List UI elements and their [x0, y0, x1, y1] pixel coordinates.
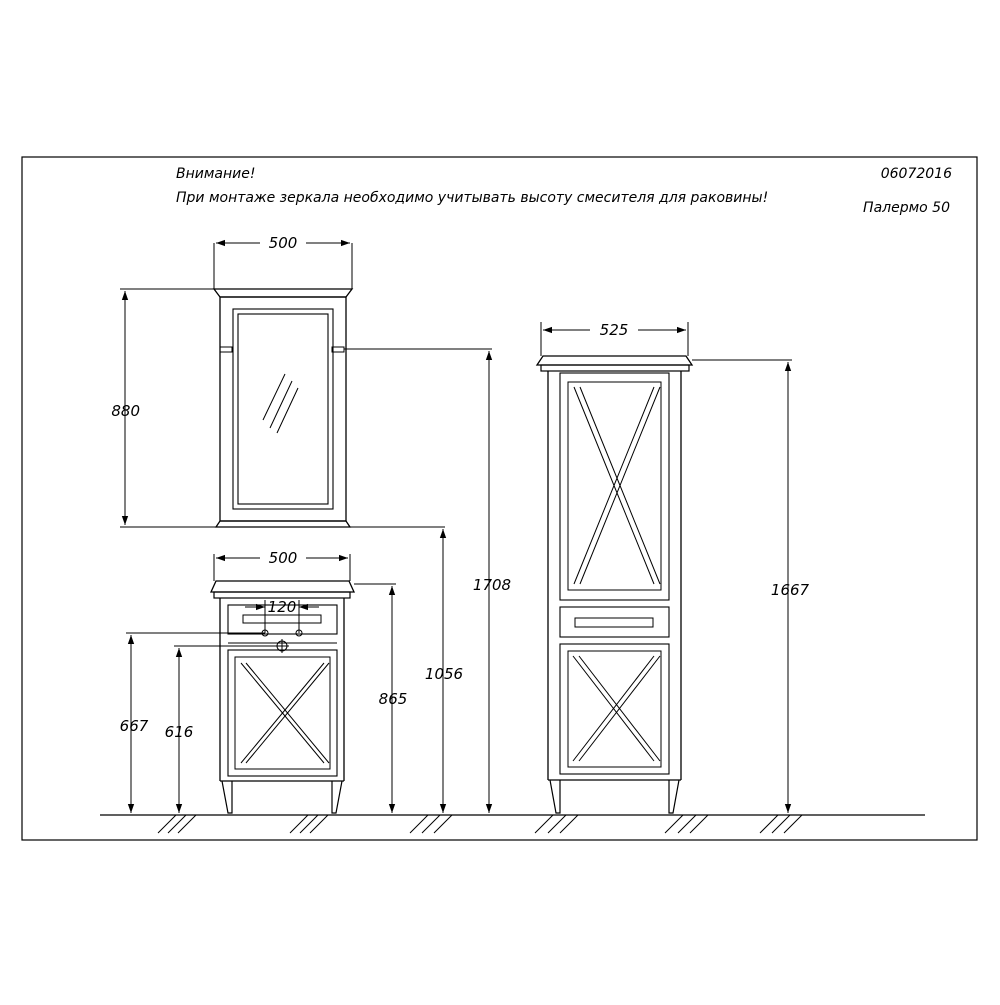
floor-line [100, 815, 925, 833]
model-name: Палермо 50 [863, 200, 950, 216]
warning-text: При монтаже зеркала необходимо учитывать высоту смесителя для раковины! [176, 190, 769, 206]
svg-text:1056: 1056 [424, 665, 464, 683]
dim-mirror-height [111, 289, 445, 527]
svg-text:525: 525 [599, 321, 629, 339]
dim-cabinet-width [541, 321, 688, 356]
svg-text:880: 880 [111, 402, 140, 420]
dim-vanity-height [354, 584, 407, 813]
svg-text:616: 616 [164, 723, 194, 741]
dim-mirror-hook-height [344, 349, 511, 813]
svg-text:1667: 1667 [770, 581, 810, 599]
svg-text:667: 667 [119, 717, 149, 735]
svg-text:500: 500 [268, 549, 298, 567]
dim-vanity-width [214, 549, 350, 581]
svg-text:120: 120 [267, 598, 297, 616]
dim-cabinet-height [692, 360, 810, 813]
svg-text:500: 500 [268, 234, 298, 252]
tall-cabinet [537, 356, 692, 813]
dim-mirror-bottom-height [425, 529, 463, 813]
mirror-glare [263, 374, 298, 433]
mirror-cabinet [214, 289, 352, 527]
svg-text:865: 865 [378, 690, 408, 708]
doc-code: 06072016 [880, 166, 952, 182]
warning-title: Внимание! [176, 166, 256, 182]
dim-mirror-width [214, 234, 352, 289]
svg-text:1708: 1708 [472, 576, 512, 594]
